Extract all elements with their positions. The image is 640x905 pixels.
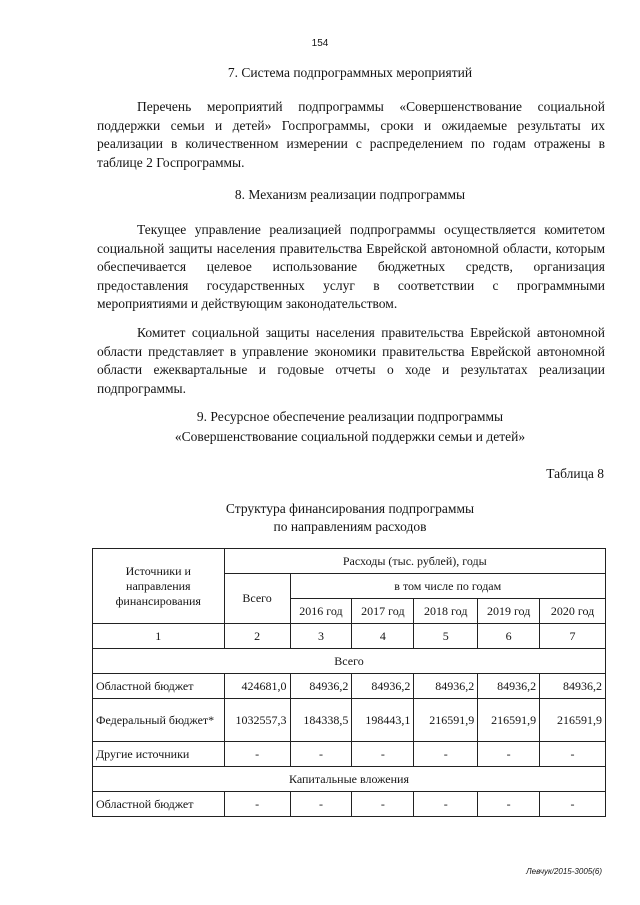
group-capital-investments-row: Капитальные вложения xyxy=(93,767,606,792)
cell-value: - xyxy=(478,742,540,767)
cell-value: 84936,2 xyxy=(540,674,606,699)
column-number: 4 xyxy=(352,624,414,649)
header-year: 2019 год xyxy=(478,599,540,624)
section-8-paragraph-1: Текущее управление реализацией подпрограммы осуществляется комитетом социальной защиты населения правительства Еврейской автономной области, которым обеспечивается целевое использование бюджетных средств, организация предоставления государственных услуг в соответствии с программными мероприятиями и действующим законодательством. xyxy=(97,222,605,311)
group-total-row: Всего xyxy=(93,649,606,674)
column-number: 5 xyxy=(414,624,478,649)
header-sources: Источники и направления финансирования xyxy=(93,549,225,624)
row-label: Другие источники xyxy=(93,742,225,767)
cell-value: 216591,9 xyxy=(478,699,540,742)
header-year: 2016 год xyxy=(290,599,352,624)
cell-value: 216591,9 xyxy=(540,699,606,742)
table-row xyxy=(93,699,606,742)
cell-value: - xyxy=(540,742,606,767)
section-8-title: 8. Механизм реализации подпрограммы xyxy=(234,187,466,202)
section-9-title-line-2: «Совершенствование социальной поддержки семьи и детей» xyxy=(174,429,526,444)
cell-value: - xyxy=(290,792,352,817)
page-number: 154 xyxy=(311,38,329,49)
cell-value: - xyxy=(478,792,540,817)
cell-value: 84936,2 xyxy=(478,674,540,699)
section-8-paragraph-2: Комитет социальной защиты населения правительства Еврейской автономной области представляет в управление экономики правительства Еврейской автономной области ежеквартальные и годовые отчеты о ходе и результатах реализации подпрограммы. xyxy=(97,325,605,396)
row-label: Областной бюджет xyxy=(93,792,225,817)
cell-value: 84936,2 xyxy=(352,674,414,699)
cell-value: 424681,0 xyxy=(224,674,290,699)
cell-value: - xyxy=(224,792,290,817)
document-footer-code: Левчук/2015-3005(6) xyxy=(526,867,602,876)
table-row xyxy=(93,792,606,817)
cell-value: - xyxy=(352,742,414,767)
financing-table xyxy=(92,548,606,817)
header-year: 2017 год xyxy=(352,599,414,624)
cell-value: 84936,2 xyxy=(414,674,478,699)
header-including: в том числе по годам xyxy=(290,574,605,599)
table-label: Таблица 8 xyxy=(546,466,604,481)
cell-value: - xyxy=(414,742,478,767)
cell-value: 216591,9 xyxy=(414,699,478,742)
column-number: 3 xyxy=(290,624,352,649)
cell-value: 1032557,3 xyxy=(224,699,290,742)
table-row xyxy=(93,742,606,767)
column-number: 7 xyxy=(540,624,606,649)
cell-value: 84936,2 xyxy=(290,674,352,699)
header-expenses: Расходы (тыс. рублей), годы xyxy=(224,549,605,574)
column-number: 6 xyxy=(478,624,540,649)
column-number: 2 xyxy=(224,624,290,649)
table-caption-line-1: Структура финансирования подпрограммы xyxy=(225,501,475,516)
header-year: 2018 год xyxy=(414,599,478,624)
cell-value: 184338,5 xyxy=(290,699,352,742)
row-label: Федеральный бюджет* xyxy=(93,699,225,742)
header-total: Всего xyxy=(224,574,290,624)
section-9-title-line-1: 9. Ресурсное обеспечение реализации подпрограммы xyxy=(196,409,504,424)
cell-value: 198443,1 xyxy=(352,699,414,742)
cell-value: - xyxy=(224,742,290,767)
cell-value: - xyxy=(290,742,352,767)
table-caption-line-2: по направлениям расходов xyxy=(273,519,427,534)
table-caption xyxy=(80,500,620,536)
row-label: Областной бюджет xyxy=(93,674,225,699)
cell-value: - xyxy=(352,792,414,817)
cell-value: - xyxy=(540,792,606,817)
cell-value: - xyxy=(414,792,478,817)
section-7-text: Перечень мероприятий подпрограммы «Совершенствование социальной поддержки семьи и детей» Госпрограммы, сроки и ожидаемые результаты их реализации в количественном измерении с распределением по годам отражены в таблице 2 Госпрограммы. xyxy=(97,99,605,170)
table-row xyxy=(93,674,606,699)
section-7-title: 7. Система подпрограммных мероприятий xyxy=(227,65,473,80)
column-number: 1 xyxy=(93,624,225,649)
header-year: 2020 год xyxy=(540,599,606,624)
